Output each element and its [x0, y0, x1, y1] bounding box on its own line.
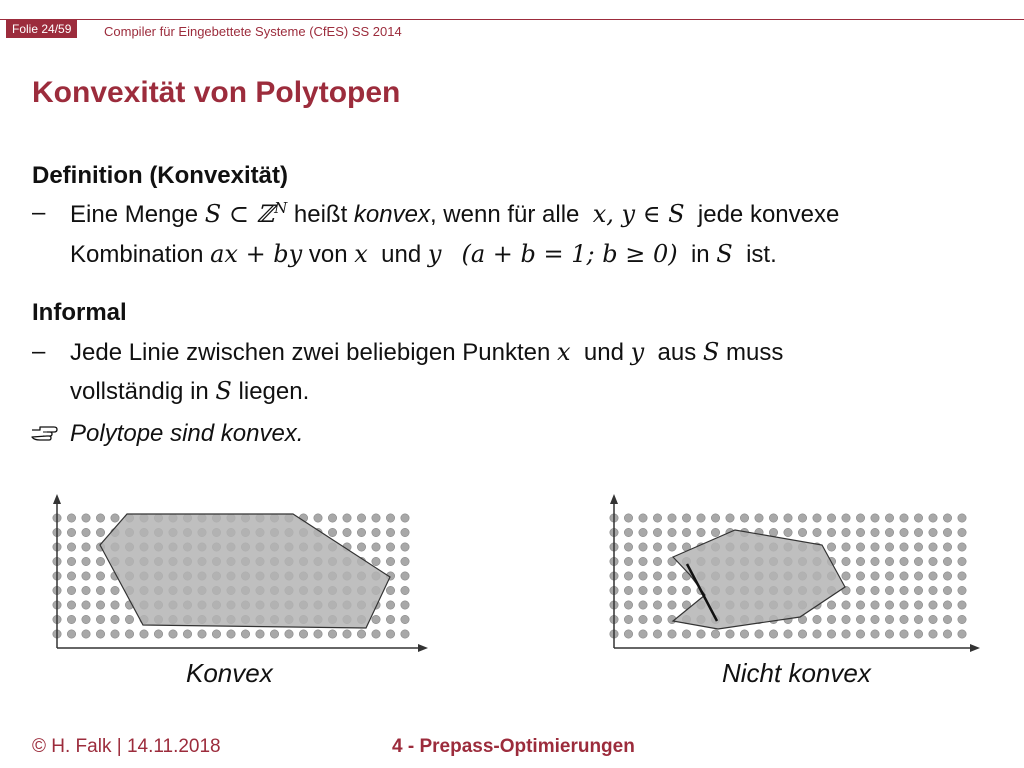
lattice-point — [856, 514, 864, 522]
lattice-point — [900, 586, 908, 594]
slide-number-badge: Folie 24/59 — [6, 20, 77, 38]
lattice-point — [639, 630, 647, 638]
lattice-point — [958, 601, 966, 609]
lattice-point — [900, 557, 908, 565]
lattice-point — [639, 528, 647, 536]
lattice-point — [929, 601, 937, 609]
lattice-point — [842, 630, 850, 638]
lattice-point — [885, 528, 893, 536]
lattice-point — [943, 601, 951, 609]
lattice-point — [624, 630, 632, 638]
lattice-point — [885, 543, 893, 551]
lattice-point — [856, 601, 864, 609]
lattice-point — [885, 586, 893, 594]
lattice-point — [943, 615, 951, 623]
lattice-point — [827, 601, 835, 609]
lattice-point — [682, 586, 690, 594]
lattice-point — [668, 630, 676, 638]
lattice-point — [900, 601, 908, 609]
lattice-point — [914, 630, 922, 638]
math-set-subset: S ⊂ ℤ$^N$ — [204, 199, 288, 228]
lattice-point — [929, 528, 937, 536]
lattice-point — [639, 601, 647, 609]
lattice-point — [813, 630, 821, 638]
lattice-point — [914, 514, 922, 522]
lattice-point — [943, 528, 951, 536]
lattice-point — [900, 572, 908, 580]
lattice-point — [697, 528, 705, 536]
lattice-point — [929, 557, 937, 565]
lattice-point — [856, 630, 864, 638]
course-title: Compiler für Eingebettete Systeme (CfES) SS 2014 — [104, 24, 402, 39]
nonconvex-x-axis-arrow — [970, 644, 980, 652]
lattice-point — [726, 630, 734, 638]
lattice-point — [885, 615, 893, 623]
term-konvex: konvex — [353, 201, 430, 228]
lattice-point — [871, 630, 879, 638]
lattice-point — [726, 514, 734, 522]
lattice-point — [842, 572, 850, 580]
lattice-point — [668, 586, 676, 594]
lattice-point — [842, 528, 850, 536]
lattice-point — [653, 586, 661, 594]
lattice-point — [639, 572, 647, 580]
lattice-point — [842, 543, 850, 551]
lattice-point — [624, 615, 632, 623]
lattice-point — [885, 557, 893, 565]
lattice-point — [900, 543, 908, 551]
definition-bullet: – — [32, 199, 46, 226]
convex-caption: Konvex — [186, 658, 273, 688]
lattice-point — [914, 543, 922, 551]
lattice-point — [929, 572, 937, 580]
informal-line-2: vollständig in S liegen. — [70, 377, 310, 405]
lattice-point — [668, 572, 676, 580]
lattice-point — [900, 528, 908, 536]
lattice-point — [958, 543, 966, 551]
lattice-point — [624, 557, 632, 565]
lattice-point — [885, 601, 893, 609]
lattice-point — [885, 572, 893, 580]
lattice-point — [697, 630, 705, 638]
lattice-point — [842, 615, 850, 623]
lattice-point — [958, 557, 966, 565]
lattice-point — [842, 514, 850, 522]
footer-author-date: © H. Falk | 14.11.2018 — [32, 736, 221, 757]
lattice-point — [943, 514, 951, 522]
lattice-point — [624, 514, 632, 522]
footer-chapter: 4 - Prepass-Optimierungen — [392, 736, 635, 757]
lattice-point — [755, 514, 763, 522]
informal-note: Polytope sind konvex. — [70, 420, 304, 447]
lattice-point — [871, 572, 879, 580]
lattice-point — [958, 514, 966, 522]
definition-line-2: Kombination ax + by von x und y (a + b = 1; b ≥ 0) in S ist. — [70, 240, 777, 268]
lattice-point — [755, 630, 763, 638]
lattice-point — [958, 615, 966, 623]
lattice-point — [929, 630, 937, 638]
lattice-point — [914, 586, 922, 594]
lattice-point — [639, 514, 647, 522]
lattice-point — [871, 557, 879, 565]
lattice-point — [842, 601, 850, 609]
lattice-point — [639, 615, 647, 623]
lattice-point — [798, 528, 806, 536]
lattice-point — [958, 630, 966, 638]
lattice-point — [624, 601, 632, 609]
lattice-point — [653, 615, 661, 623]
lattice-point — [827, 528, 835, 536]
lattice-point — [914, 557, 922, 565]
lattice-point — [784, 630, 792, 638]
lattice-point — [943, 572, 951, 580]
lattice-point — [885, 630, 893, 638]
lattice-point — [943, 630, 951, 638]
lattice-point — [639, 586, 647, 594]
lattice-point — [929, 615, 937, 623]
lattice-point — [682, 514, 690, 522]
lattice-point — [914, 601, 922, 609]
lattice-point — [711, 630, 719, 638]
definition-line-1: Eine Menge S ⊂ ℤ$^N$ heißt konvex, wenn für alle x, y ∈ S jede konvexe — [70, 199, 840, 228]
lattice-point — [871, 543, 879, 551]
lattice-point — [813, 528, 821, 536]
lattice-point — [856, 543, 864, 551]
lattice-point — [914, 615, 922, 623]
lattice-point — [624, 528, 632, 536]
lattice-point — [798, 630, 806, 638]
lattice-point — [624, 586, 632, 594]
lattice-point — [682, 528, 690, 536]
lattice-point — [682, 630, 690, 638]
lattice-point — [653, 601, 661, 609]
lattice-point — [697, 514, 705, 522]
lattice-point — [769, 528, 777, 536]
lattice-point — [827, 514, 835, 522]
lattice-point — [827, 543, 835, 551]
lattice-point — [624, 572, 632, 580]
lattice-point — [827, 615, 835, 623]
lattice-point — [900, 630, 908, 638]
lattice-point — [668, 514, 676, 522]
lattice-point — [871, 601, 879, 609]
lattice-point — [653, 543, 661, 551]
lattice-point — [769, 630, 777, 638]
lattice-point — [653, 630, 661, 638]
lattice-point — [668, 543, 676, 551]
lattice-point — [958, 572, 966, 580]
lattice-point — [871, 615, 879, 623]
lattice-point — [653, 557, 661, 565]
lattice-point — [929, 514, 937, 522]
lattice-point — [856, 528, 864, 536]
lattice-point — [639, 557, 647, 565]
informal-bullet: – — [32, 338, 46, 365]
lattice-point — [827, 630, 835, 638]
lattice-point — [856, 557, 864, 565]
lattice-point — [769, 514, 777, 522]
lattice-point — [914, 572, 922, 580]
lattice-point — [871, 514, 879, 522]
lattice-point — [798, 514, 806, 522]
lattice-point — [653, 514, 661, 522]
lattice-point — [929, 586, 937, 594]
lattice-point — [668, 601, 676, 609]
lattice-point — [740, 630, 748, 638]
lattice-point — [900, 615, 908, 623]
informal-line-1: Jede Linie zwischen zwei beliebigen Punkten x und y aus S muss — [70, 338, 784, 366]
lattice-point — [813, 615, 821, 623]
lattice-point — [711, 514, 719, 522]
lattice-point — [668, 528, 676, 536]
lattice-point — [914, 528, 922, 536]
lattice-point — [943, 586, 951, 594]
definition-heading: Definition (Konvexität) — [32, 162, 288, 189]
lattice-point — [624, 543, 632, 551]
lattice-point — [885, 514, 893, 522]
slide-title: Konvexität von Polytopen — [32, 76, 401, 109]
lattice-point — [813, 514, 821, 522]
lattice-point — [784, 514, 792, 522]
lattice-point — [842, 557, 850, 565]
informal-heading: Informal — [32, 299, 127, 326]
lattice-point — [711, 528, 719, 536]
lattice-point — [943, 543, 951, 551]
lattice-point — [856, 615, 864, 623]
lattice-point — [740, 514, 748, 522]
nonconvex-caption: Nicht konvex — [722, 658, 871, 688]
lattice-point — [653, 528, 661, 536]
nonconvex-y-axis-arrow — [610, 494, 618, 504]
lattice-point — [653, 572, 661, 580]
lattice-point — [958, 586, 966, 594]
lattice-point — [900, 514, 908, 522]
lattice-point — [639, 543, 647, 551]
lattice-point — [958, 528, 966, 536]
lattice-point — [871, 586, 879, 594]
lattice-point — [784, 528, 792, 536]
lattice-point — [856, 572, 864, 580]
lattice-point — [929, 543, 937, 551]
lattice-point — [856, 586, 864, 594]
lattice-point — [871, 528, 879, 536]
lattice-point — [943, 557, 951, 565]
